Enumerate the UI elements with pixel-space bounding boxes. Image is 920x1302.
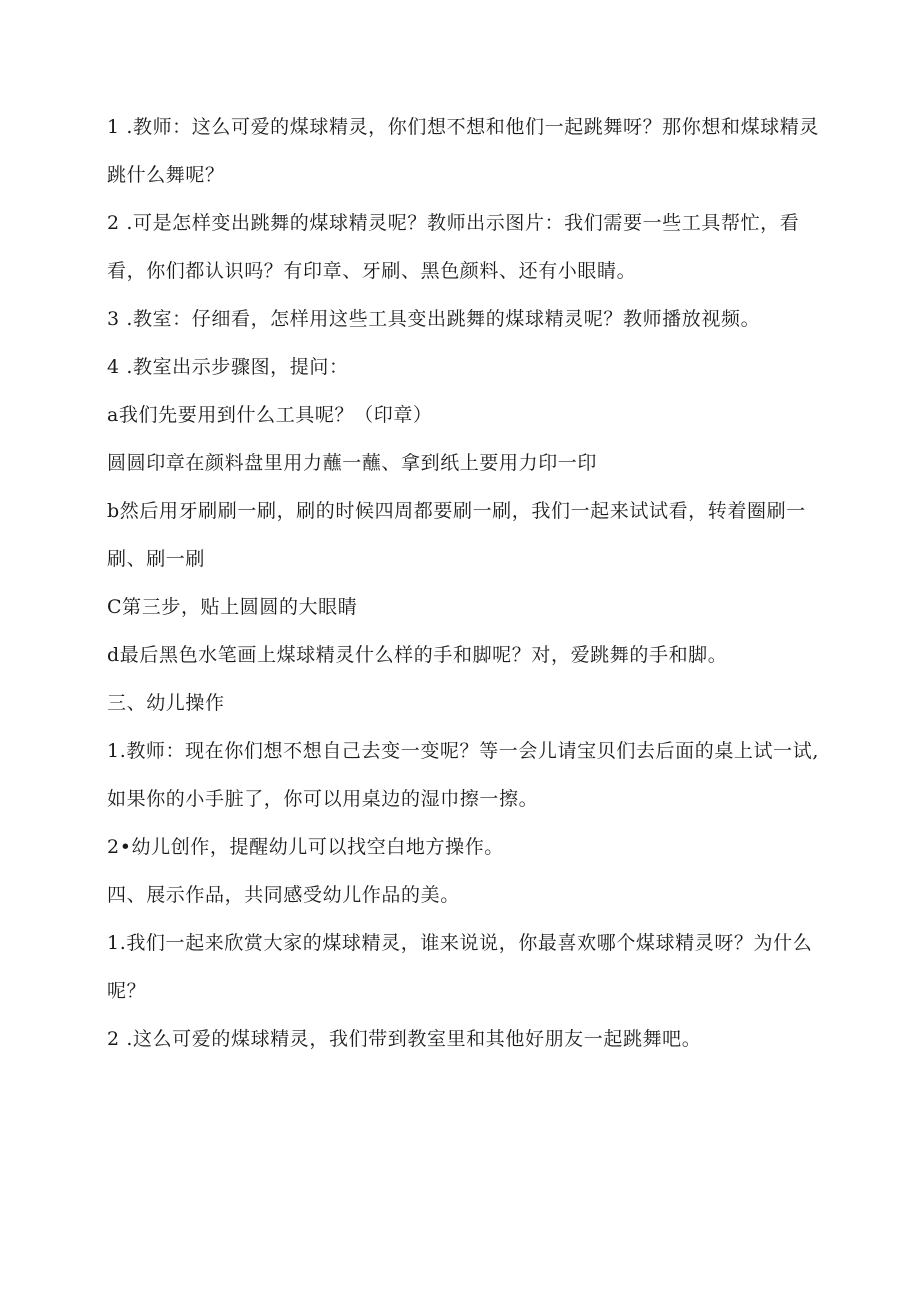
text-line: 1 .教师：这么可爱的煤球精灵，你们想不想和他们一起跳舞呀？那你想和煤球精灵 [107, 116, 819, 138]
text-line: 2 .可是怎样变出跳舞的煤球精灵呢？教师出示图片：我们需要一些工具帮忙，看 [107, 212, 800, 234]
text-line: a我们先要用到什么工具呢？（印章） [107, 404, 433, 426]
text-line: 4 .教室出示步骤图，提问： [107, 356, 349, 378]
text-line: 圆圆印章在颜料盘里用力蘸一蘸、拿到纸上要用力印一印 [107, 452, 598, 474]
text-line: 刷、刷一刷 [107, 548, 206, 570]
text-line: C第三步，贴上圆圆的大眼睛 [107, 596, 358, 618]
document-body [107, 103, 847, 1063]
section-heading: 四、展示作品，共同感受幼儿作品的美。 [107, 884, 460, 906]
text-line: 3 .教室：仔细看，怎样用这些工具变出跳舞的煤球精灵呢？教师播放视频。 [107, 308, 761, 330]
text-line: b然后用牙刷刷一刷，刷的时候四周都要刷一刷，我们一起来试试看，转着圈刷一 [107, 500, 806, 522]
text-line: 1.我们一起来欣赏大家的煤球精灵，谁来说说，你最喜欢哪个煤球精灵呀？为什么 [107, 932, 813, 954]
text-line: 看，你们都认识吗？有印章、牙刷、黑色颜料、还有小眼睛。 [107, 260, 637, 282]
section-heading: 三、幼儿操作 [107, 692, 225, 714]
text-line: 2•幼儿创作，提醒幼儿可以找空白地方操作。 [107, 836, 504, 858]
text-line: 2 .这么可爱的煤球精灵，我们带到教室里和其他好朋友一起跳舞吧。 [107, 1028, 702, 1050]
text-line: d最后黑色水笔画上煤球精灵什么样的手和脚呢？对，爱跳舞的手和脚。 [107, 644, 728, 666]
text-line: 1.教师：现在你们想不想自己去变一变呢？等一会儿请宝贝们去后面的桌上试一试, [107, 740, 819, 762]
text-line: 跳什么舞呢？ [107, 164, 225, 186]
text-line: 如果你的小手脏了，你可以用桌边的湿巾擦一擦。 [107, 788, 539, 810]
text-line: 呢？ [107, 980, 147, 1002]
